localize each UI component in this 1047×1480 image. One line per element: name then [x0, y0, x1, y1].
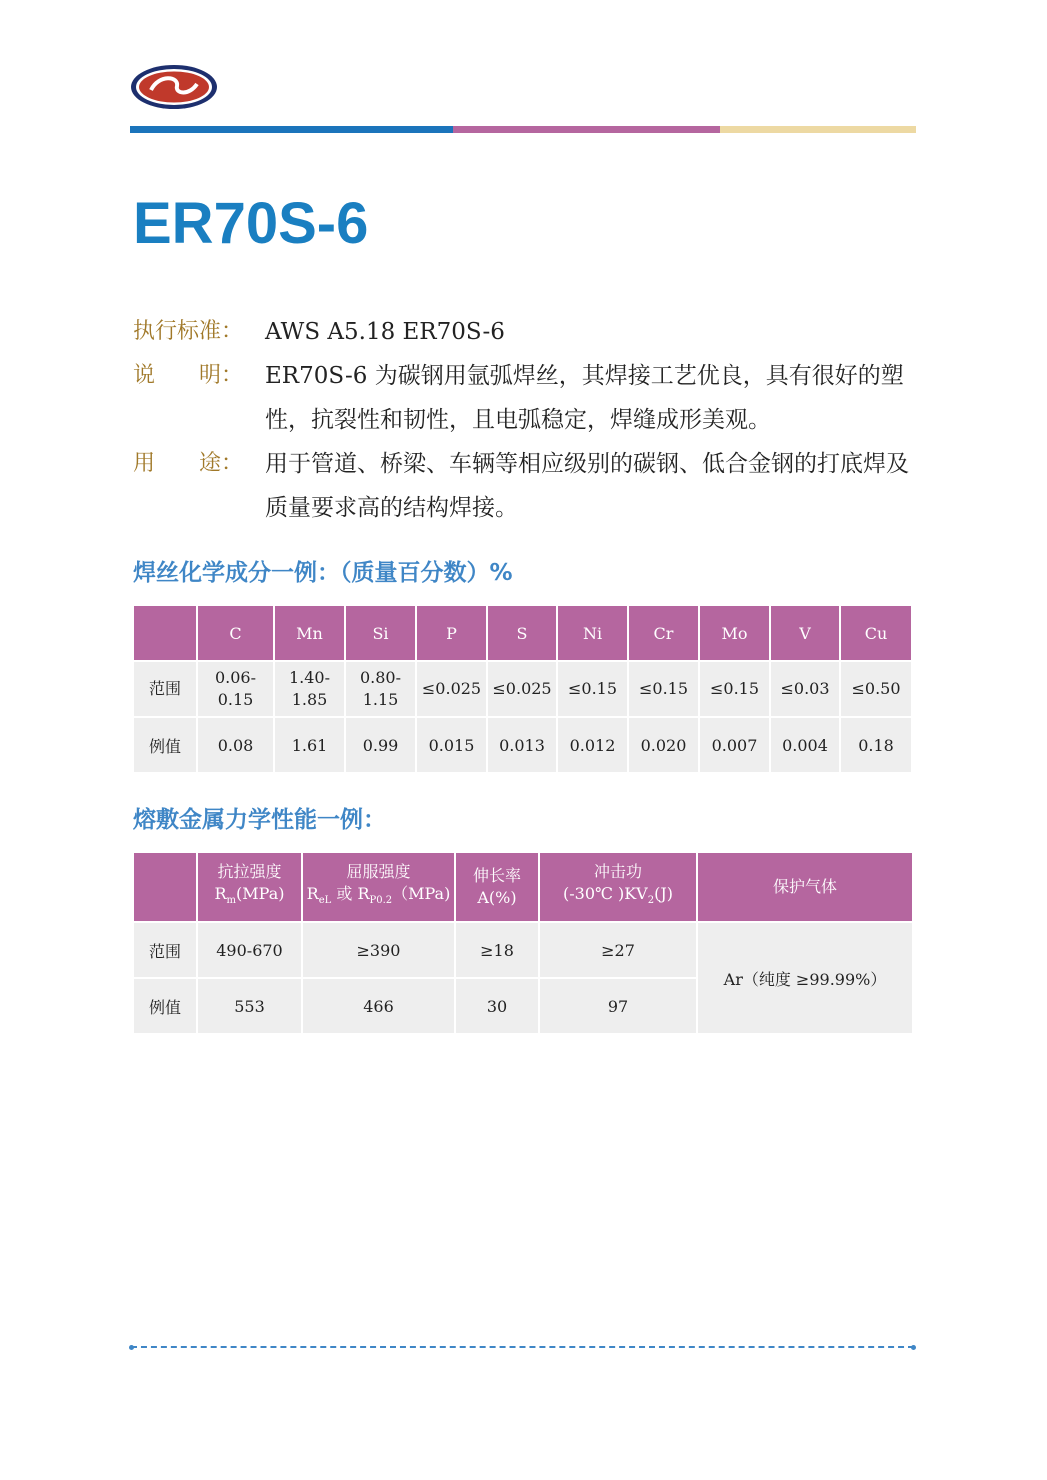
info-label: 执行标准： — [133, 319, 244, 344]
table-cell: 1.61 — [274, 717, 345, 772]
element-header: C — [197, 606, 274, 661]
table-cell: ≤0.03 — [770, 661, 840, 717]
table-cell: ≤0.025 — [416, 661, 487, 717]
tensile-header — [197, 853, 302, 922]
element-header: Cu — [840, 606, 912, 661]
table-cell: 1.40- 1.85 — [274, 661, 345, 717]
table-cell: 0.80- 1.15 — [345, 661, 416, 717]
element-header: V — [770, 606, 840, 661]
row-label: 范围 — [134, 661, 197, 717]
product-title: ER70S-6 — [133, 191, 369, 256]
mechanical-heading: 熔敷金属力学性能一例： — [133, 807, 386, 833]
table-cell: 0.007 — [699, 717, 770, 772]
yield-label: 屈服强度 — [346, 862, 411, 882]
header-color-bar — [130, 126, 916, 133]
yield-unit: （MPa) — [392, 884, 451, 904]
table-cell: 0.020 — [628, 717, 699, 772]
table-cell: 0.004 — [770, 717, 840, 772]
tensile-subscript: m — [226, 895, 237, 907]
elongation-header — [455, 853, 539, 922]
table-cell: 0.99 — [345, 717, 416, 772]
yield-symbol-2: R — [357, 884, 370, 904]
mechanical-table — [134, 853, 912, 1033]
table-cell: 553 — [197, 978, 302, 1033]
row-label: 例值 — [134, 717, 197, 772]
table-cell: 0.08 — [197, 717, 274, 772]
company-logo — [129, 62, 219, 112]
table-row — [134, 717, 912, 772]
table-cell: 0.013 — [487, 717, 557, 772]
yield-subscript-2: P0.2 — [369, 895, 393, 907]
table-cell: 0.015 — [416, 717, 487, 772]
table-cell: 97 — [539, 978, 697, 1033]
chemical-heading: 焊丝化学成分一例：（质量百分数）% — [133, 560, 513, 586]
info-standard — [133, 310, 923, 354]
tensile-unit: (MPa) — [236, 884, 285, 904]
tensile-label: 抗拉强度 — [217, 862, 282, 882]
yield-subscript-1: eL — [318, 895, 332, 907]
tensile-symbol: R — [214, 884, 227, 904]
table-cell: 0.06- 0.15 — [197, 661, 274, 717]
table-cell: ≤0.15 — [628, 661, 699, 717]
impact-subscript: 2 — [647, 895, 655, 907]
impact-unit-line — [540, 883, 696, 912]
header-blank — [134, 606, 197, 661]
row-label: 范围 — [134, 922, 197, 978]
element-header: Ni — [557, 606, 628, 661]
table-cell: ≥390 — [302, 922, 455, 978]
table-cell: 466 — [302, 978, 455, 1033]
gas-value: Ar（纯度 ≥99.99%） — [697, 922, 912, 1033]
element-header: Mn — [274, 606, 345, 661]
table-cell: ≥27 — [539, 922, 697, 978]
impact-label: 冲击功 — [593, 862, 642, 882]
info-text: ER70S-6 为碳钢用氩弧焊丝，其焊接工艺优良，具有很好的塑性，抗裂性和韧性，且电弧稳定，焊缝成形美观。 — [265, 363, 904, 433]
table-cell: ≤0.15 — [699, 661, 770, 717]
yield-symbol-1: R — [306, 884, 319, 904]
yield-header — [302, 853, 455, 922]
row-label: 例值 — [134, 978, 197, 1033]
tensile-unit-line — [198, 883, 301, 912]
impact-header — [539, 853, 697, 922]
yield-or: 或 — [331, 884, 358, 904]
impact-pre: (-30℃ )KV — [562, 884, 648, 904]
table-cell: ≤0.50 — [840, 661, 912, 717]
table-cell: 0.18 — [840, 717, 912, 772]
info-text: 用于管道、桥梁、车辆等相应级别的碳钢、低合金钢的打底焊及质量要求高的结构焊接。 — [265, 451, 909, 521]
footer-divider — [131, 1346, 914, 1348]
info-label: 说 明： — [133, 363, 244, 388]
elongation-unit: A(%) — [477, 888, 517, 907]
yield-unit-line — [303, 883, 454, 912]
impact-post: (J) — [654, 884, 674, 904]
table-cell: ≤0.15 — [557, 661, 628, 717]
info-usage — [133, 442, 923, 530]
header-blank — [134, 853, 197, 922]
footer-dot-right — [911, 1345, 916, 1350]
table-cell: 490-670 — [197, 922, 302, 978]
info-text: AWS A5.18 ER70S-6 — [265, 319, 505, 345]
info-label: 用 途： — [133, 451, 244, 476]
element-header: Si — [345, 606, 416, 661]
table-row — [134, 661, 912, 717]
chemical-table — [134, 606, 913, 772]
table-cell: 30 — [455, 978, 539, 1033]
table-cell: 0.012 — [557, 717, 628, 772]
table-cell: ≥18 — [455, 922, 539, 978]
table-cell: ≤0.025 — [487, 661, 557, 717]
elongation-label: 伸长率 — [472, 866, 521, 885]
element-header: Cr — [628, 606, 699, 661]
table-row — [134, 922, 912, 978]
footer-dot-left — [129, 1345, 134, 1350]
element-header: Mo — [699, 606, 770, 661]
element-header: S — [487, 606, 557, 661]
info-description — [133, 354, 923, 442]
product-info — [133, 310, 923, 530]
element-header: P — [416, 606, 487, 661]
gas-header: 保护气体 — [772, 877, 837, 896]
